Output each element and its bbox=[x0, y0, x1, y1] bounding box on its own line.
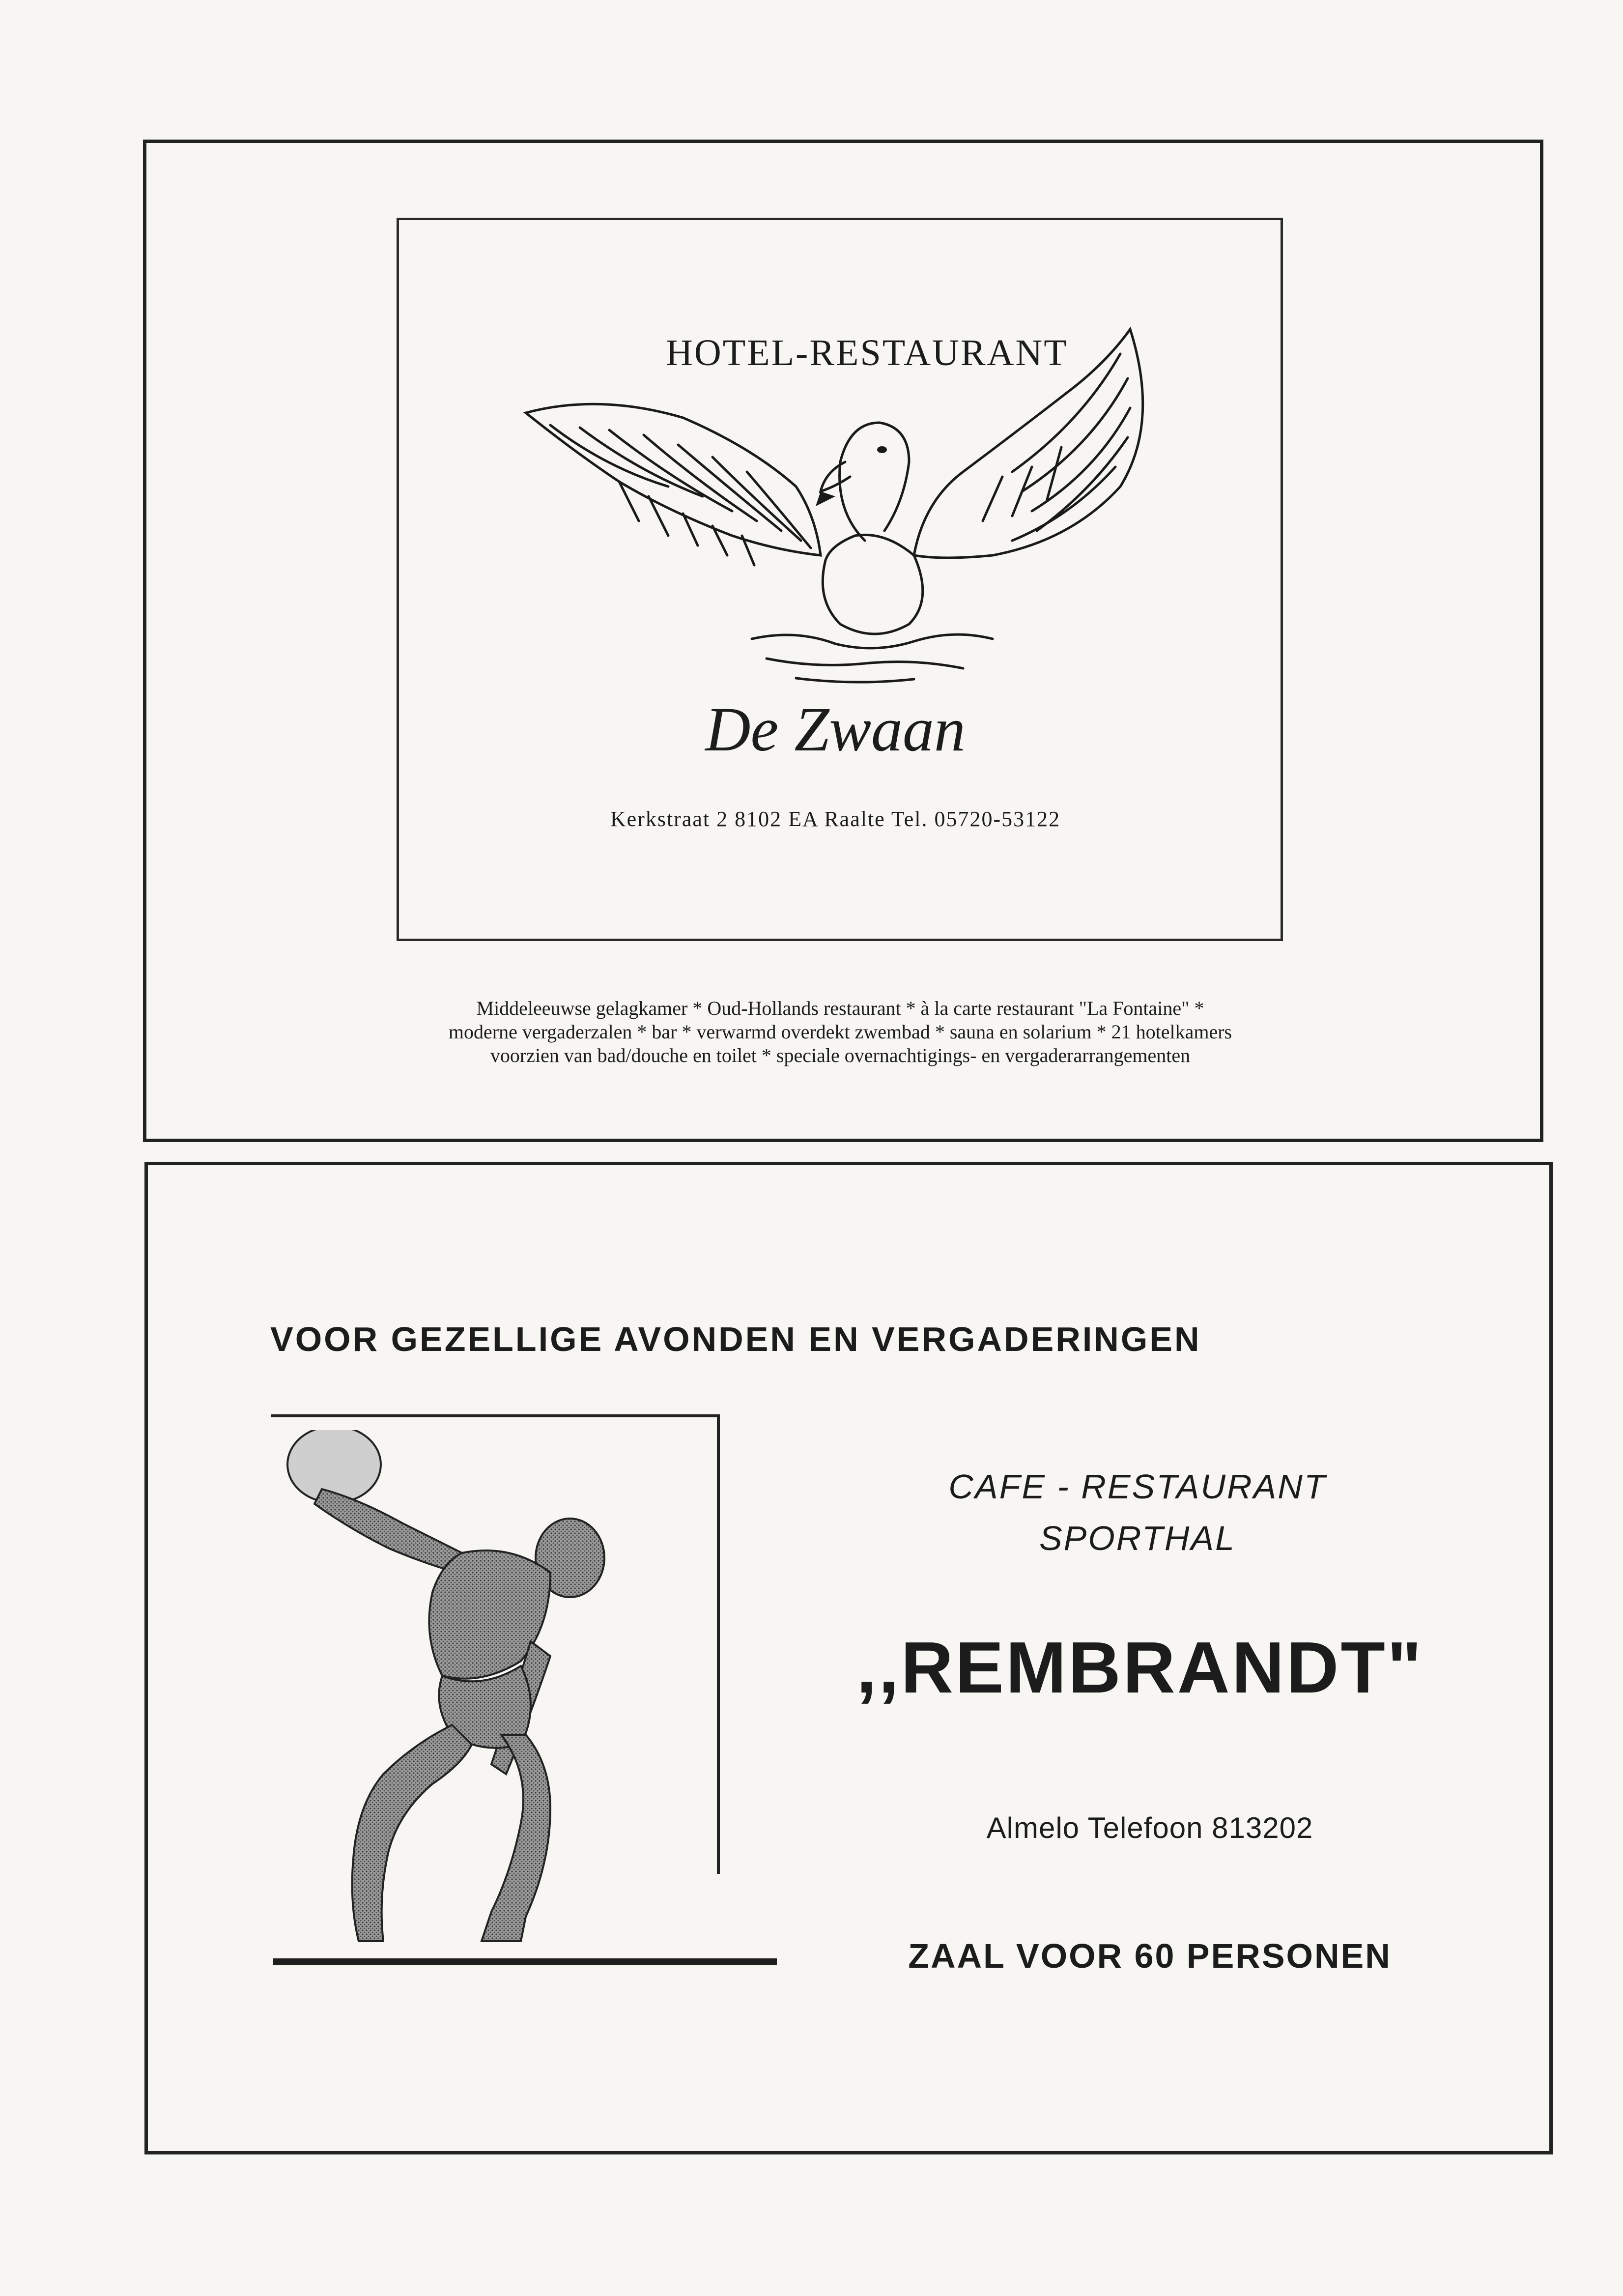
cafe-name: ,,REMBRANDT" bbox=[856, 1627, 1424, 1708]
illustration-frame-top bbox=[271, 1414, 720, 1417]
hotel-description-line: voorzien van bad/douche en toilet * speciale overnachtigings- en vergaderarrangementen bbox=[490, 1044, 1191, 1066]
cafe-capacity: ZAAL VOOR 60 PERSONEN bbox=[908, 1937, 1392, 1975]
swan-icon bbox=[521, 324, 1150, 688]
hotel-description-line: moderne vergaderzalen * bar * verwarmd overdekt zwembad * sauna en solarium * 21 hotelkamers bbox=[448, 1021, 1232, 1043]
hotel-kicker: HOTEL-RESTAURANT bbox=[666, 332, 1068, 373]
cafe-phone: Almelo Telefoon 813202 bbox=[986, 1811, 1313, 1844]
cafe-location-line: SPORTHAL bbox=[1039, 1519, 1236, 1557]
cafe-type-line: CAFE - RESTAURANT bbox=[948, 1467, 1327, 1506]
hotel-address: Kerkstraat 2 8102 EA Raalte Tel. 05720-53122 bbox=[610, 807, 1061, 831]
cafe-heading: VOOR GEZELLIGE AVONDEN EN VERGADERINGEN bbox=[270, 1320, 1201, 1358]
hotel-description bbox=[275, 997, 1405, 1067]
illustration-frame-right bbox=[717, 1414, 720, 1874]
discus-thrower-icon bbox=[275, 1430, 619, 1961]
hotel-description-line: Middeleeuwse gelagkamer * Oud-Hollands restaurant * à la carte restaurant "La Fontaine" * bbox=[476, 997, 1204, 1019]
hotel-name: De Zwaan bbox=[705, 694, 966, 764]
